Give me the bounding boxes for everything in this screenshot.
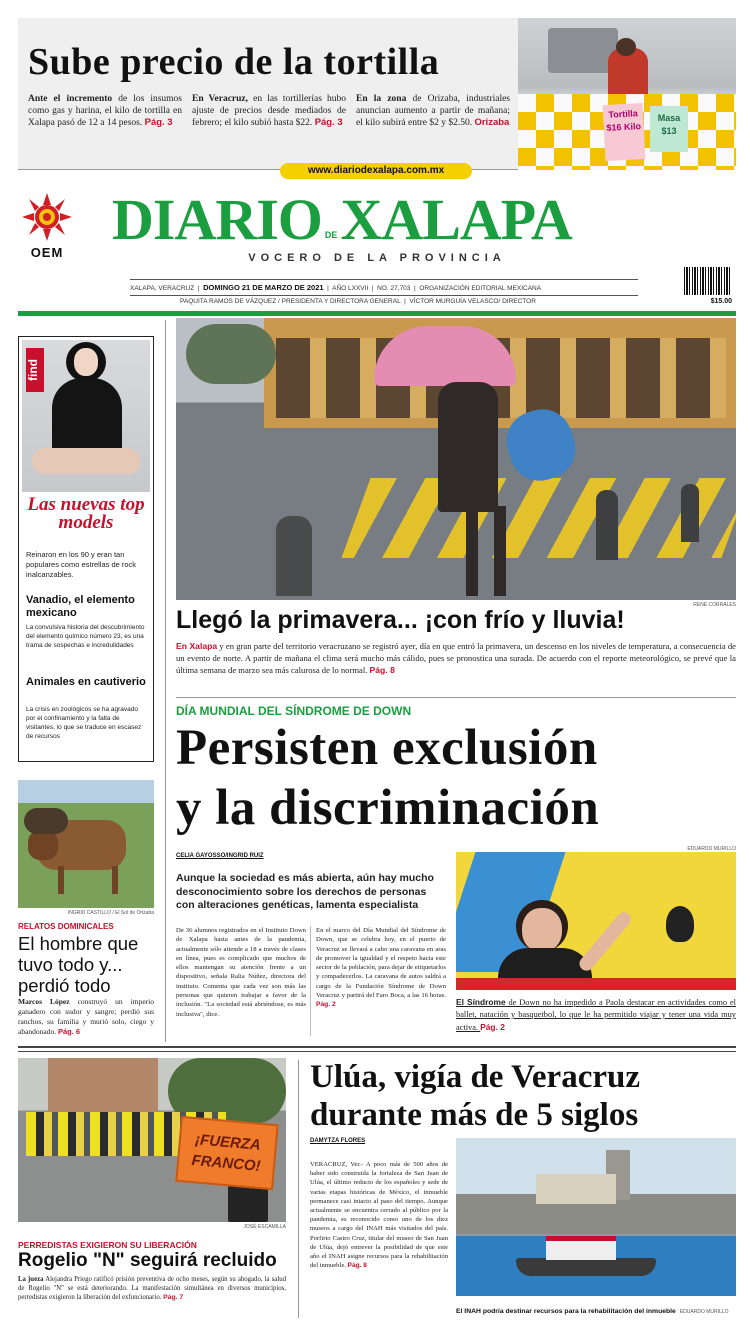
boat-cabin — [546, 1236, 616, 1260]
cattle-photo[interactable] — [18, 780, 154, 908]
bollard-1 — [276, 516, 312, 596]
protest-photo-credit: JOSÉ ESCAMILLA — [243, 1224, 286, 1230]
sidebar-item2-title[interactable]: Animales en cautiverio — [26, 676, 146, 688]
masthead-title-right: XALAPA — [340, 187, 572, 252]
ulua-headline-1[interactable]: Ulúa, vigía de Veracruz — [310, 1059, 640, 1095]
model-dress — [52, 378, 122, 458]
dateline-rule-mid — [130, 295, 638, 296]
trees — [186, 324, 276, 384]
cow-2 — [24, 808, 68, 834]
teaser-col1-lead: Ante el incremento — [28, 94, 113, 104]
story-summary — [18, 997, 154, 1037]
protest-text: Alejandra Priego ratificó prisión preventiva de ocho meses, según su abogado, la salud de Rogelio "N" se está deteriorando. La manifestación simultánea en diversos municipios, perredistas exigieron la liberación del exfuncionario. — [18, 1276, 286, 1301]
dateline-date: DOMINGO 21 DE MARZO DE 2021 — [203, 283, 324, 292]
teaser-headline: Sube precio de la tortilla — [28, 41, 440, 83]
teaser-col3-lead: En la zona — [356, 94, 407, 104]
tortilla-photo[interactable] — [518, 18, 736, 170]
story-kicker: RELATOS DOMINICALES — [18, 922, 114, 931]
paola-caption-page[interactable]: Pág. 2 — [480, 1022, 505, 1032]
ulua-body — [310, 1160, 448, 1270]
protest-building — [48, 1058, 158, 1118]
bollard-2 — [596, 490, 618, 560]
teaser-col1-text: de los insumos como gas y harina, el kilo de tortilla en Xalapa pasó de 12 a 14 pesos. — [28, 94, 182, 128]
teaser-col-1 — [28, 93, 182, 129]
cattle-photo-credit: INGRID CASTILLO / El Sol de Orizaba — [67, 910, 154, 916]
left-column-divider — [165, 320, 166, 1042]
teaser-col2-page[interactable]: Pág. 3 — [314, 117, 343, 128]
ulua-photo-credit: EDUARDO MURILLO — [679, 1309, 729, 1315]
protest-photo[interactable] — [18, 1058, 286, 1222]
ulua-fortress-photo[interactable] — [456, 1138, 736, 1296]
mural-red-stripe — [456, 978, 736, 990]
rain-lead: En Xalapa — [176, 641, 218, 651]
rain-divider — [176, 697, 736, 698]
teaser-col3-page[interactable]: Orizaba — [474, 117, 510, 128]
teaser-col2-lead: En Veracruz, — [192, 94, 249, 104]
pedestrian — [438, 382, 498, 512]
teaser-col-2 — [192, 93, 346, 129]
protest-kicker: PERREDISTAS EXIGIERON SU LIBERACIÓN — [18, 1240, 197, 1250]
rain-photo-credit: RENÉ CORRALES — [693, 602, 736, 608]
down-col-2 — [316, 926, 446, 1010]
masthead-green-rule — [18, 311, 736, 316]
down-col2-text: En el marco del Día Mundial del Síndrome de Down, que se celebra hoy, en el puerto de Veracruz se llevará a cabo una caravana en aras de promover la igualdad y el respeto hacia este sector de la población, para dejar de etiquetarlos y compadecerlos. La caravana de autos saldrá a cargo de la Fundación Síndrome de Down Veracruz y partirá del Faro Boca, a las 16 horas. — [316, 927, 446, 1000]
section-divider-bottom — [18, 1046, 736, 1048]
down-kicker: DÍA MUNDIAL DEL SÍNDROME DE DOWN — [176, 704, 412, 718]
paola-caption-lead: El Síndrome — [456, 997, 506, 1007]
dateline-number: NO. 27,703 — [377, 285, 411, 292]
story-page[interactable]: Pág. 6 — [58, 1027, 81, 1036]
down-headline-1[interactable]: Persisten exclusión — [176, 720, 598, 776]
protest-sign: ¡FUERZA FRANCO! — [175, 1116, 278, 1190]
fortress-building — [536, 1174, 616, 1204]
down-col1-text: De 36 alumnos registrados en el Instituto Down de Xalapa hasta antes de la pandemia, actualmente sólo atiende a 18 a través de clases en línea, pues es complicado que muchos de ellos mantengan su atención frente a un dispositivo, señala Ralia Núñez, directora del instituto. Comenta que cada vez son más las personas que quieren trabajar a favor de la inclusión. "La sociedad está abriéndose, es más inclusiva", dice. — [176, 927, 306, 1018]
teaser-col1-page[interactable]: Pág. 3 — [144, 117, 173, 128]
dateline-city: XALAPA, VERACRUZ — [130, 285, 195, 292]
staff-director: VÍCTOR MURGUÍA VELASCO/ DIRECTOR — [409, 298, 536, 305]
down-deck: Aunque la sociedad es más abierta, aún hay mucho desconocimiento sobre los derechos de personas con alteraciones genéticas, lamenta especialista — [176, 872, 434, 911]
find-headline: Las nuevas top models — [27, 494, 145, 533]
paola-caption — [456, 996, 736, 1034]
protest-summary — [18, 1275, 286, 1302]
masthead-slogan: VOCERO DE LA PROVINCIA — [248, 252, 506, 264]
oem-label: OEM — [30, 245, 64, 260]
dateline-year: AÑO LXXVII — [332, 285, 369, 292]
story-headline[interactable]: El hombre que tuvo todo y... perdió todo — [18, 933, 139, 996]
section-divider-bottom-2 — [18, 1051, 736, 1052]
paola-face — [522, 908, 562, 952]
find-logo: find — [26, 348, 44, 392]
website-url[interactable]: www.diariodexalapa.com.mx — [280, 163, 472, 179]
paola-photo[interactable] — [456, 852, 736, 990]
cow-1-legs — [58, 866, 118, 894]
pedestrian-legs — [466, 506, 506, 596]
paola-arm — [577, 909, 634, 973]
ulua-text: VERACRUZ, Ver.- A poco más de 500 años de haber sido construida la fortaleza de San Juan de Ulúa, el último reducto de los españoles y sede de varias etapas históricas de México, el inmueble permanece casi intacto al paso del tiempo. Aunque actualmente se encuentra cerrado al público por la pandemia, es reconocido como uno de los diez museos a cargo del INAH más visitados del país. Porfirio Castro Cruz, titular del museo de San Juan de Ulúa, dejó entrever la posibilidad de que este año el INAH asigne recursos para la rehabilitación del inmueble. — [310, 1161, 448, 1270]
down-photo-credit: EDUARDO MURILLO — [687, 846, 736, 852]
price-sign-tortilla: Tortilla $16 Kilo — [603, 103, 646, 161]
story-lead: Marcos López — [18, 997, 70, 1006]
model-photo — [22, 340, 150, 492]
price-sign-masa: Masa $13 — [650, 106, 688, 152]
cow-1-head — [28, 830, 58, 860]
sidebar-item2-text: La crisis en zoológicos se ha agravado por el confinamiento y la falta de visitantes, lo que se traduce en escasez de recursos — [26, 706, 142, 740]
ulua-byline: DAMYTZA FLORES — [310, 1138, 366, 1144]
bollard-3 — [681, 484, 699, 542]
paola-caption-text: de Down no ha impedido a Paola destacar en actividades como el ballet, natación y basquetbol, lo que le ha permitido viajar y tener una vida muy activa. — [456, 998, 736, 1032]
staff-president: PAQUITA RAMOS DE VÁZQUEZ / PRESIDENTA Y DIRECTORA GENERAL — [180, 298, 401, 305]
ulua-caption-lead: El INAH — [456, 1308, 481, 1315]
protest-headline[interactable]: Rogelio "N" seguirá recluido — [18, 1250, 277, 1271]
oem-sun-logo — [22, 193, 72, 241]
down-col-divider — [310, 926, 311, 1036]
sidebar-item1-title[interactable]: Vanadio, el elemento mexicano — [26, 594, 135, 619]
masthead-title-de: DE — [324, 230, 338, 241]
teaser-col3-text: de Orizaba, industriales anuncian aumento a partir de mañana; el kilo subirá entre $2 y $2.50. — [356, 94, 510, 128]
rain-summary — [176, 640, 736, 676]
bottom-column-divider — [298, 1060, 299, 1318]
ulua-page[interactable]: Pág. 8 — [347, 1262, 367, 1270]
down-byline: CELIA GAYOSSO/INGRID RUIZ — [176, 853, 264, 859]
price: $15.00 — [710, 298, 732, 305]
model-face — [74, 348, 98, 376]
masthead-title-left: DIARIO — [112, 187, 322, 252]
boat-hull — [516, 1258, 656, 1276]
teaser-col-3 — [356, 93, 510, 129]
barcode — [684, 267, 732, 295]
ulua-headline-2[interactable]: durante más de 5 siglos — [310, 1097, 639, 1133]
teaser-col2-text: en las tortillerías hubo ajuste de precios desde mediados de febrero; el kilo subió hasta $22. — [192, 94, 346, 128]
staff-line: PAQUITA RAMOS DE VÁZQUEZ / PRESIDENTA Y DIRECTORA GENERAL | VÍCTOR MURGUÍA VELASCO/ DIRECTOR — [180, 298, 536, 305]
rain-headline[interactable]: Llegó la primavera... ¡con frío y lluvia! — [176, 606, 625, 634]
down-col2-page[interactable]: Pág. 2 — [316, 1001, 336, 1009]
down-headline-2[interactable]: y la discriminación — [176, 780, 600, 836]
ulua-caption — [456, 1300, 736, 1318]
model-legs — [32, 448, 140, 474]
ulua-caption-text: podría destinar recursos para la rehabilitación del inmueble — [480, 1308, 676, 1315]
protest-page[interactable]: Pág. 7 — [163, 1294, 184, 1301]
story-text: construyó un imperio ganadero con sudor y sangre; perdió sus ranchos, su familia y murió solo, ciego y abandonado. — [18, 997, 154, 1036]
rain-street-photo[interactable] — [176, 318, 736, 600]
rain-page[interactable]: Pág. 8 — [369, 665, 395, 675]
rain-text: y en gran parte del territorio veracruzano se registró ayer, día en que entró la primavera, un descenso en los niveles de temperatura, a consecuencia de un evento de norte. A partir de mañana el clima será mucho más cálido, pues se pronostica una surada. De acuerdo con el reporte meteorológico, se prevé que la última semana de marzo sea más calurosa de lo normal. — [176, 641, 736, 675]
dateline: XALAPA, VERACRUZ | DOMINGO 21 DE MARZO DE 2021 | AÑO LXXVII | NO. 27,703 | ORGANIZACIÓN EDITORIAL MEXICANA — [130, 283, 542, 292]
mural-handprint — [666, 906, 694, 942]
masthead-title[interactable] — [112, 187, 642, 252]
down-col-1 — [176, 926, 306, 1019]
crosswalk — [341, 478, 736, 558]
tortilla-worker-head — [616, 38, 636, 56]
dateline-rule-top — [130, 279, 638, 280]
find-text: Reinaron en los 90 y eran tan populares como estrellas de rock inalcanzables. — [26, 550, 137, 579]
dateline-org: ORGANIZACIÓN EDITORIAL MEXICANA — [419, 285, 542, 292]
protest-lead: La jueza — [18, 1276, 44, 1283]
sidebar-item1-text: La convulsiva historia del descubrimiento del elemento químico número 23, es una trama de sospechas e incredulidades — [26, 624, 145, 649]
